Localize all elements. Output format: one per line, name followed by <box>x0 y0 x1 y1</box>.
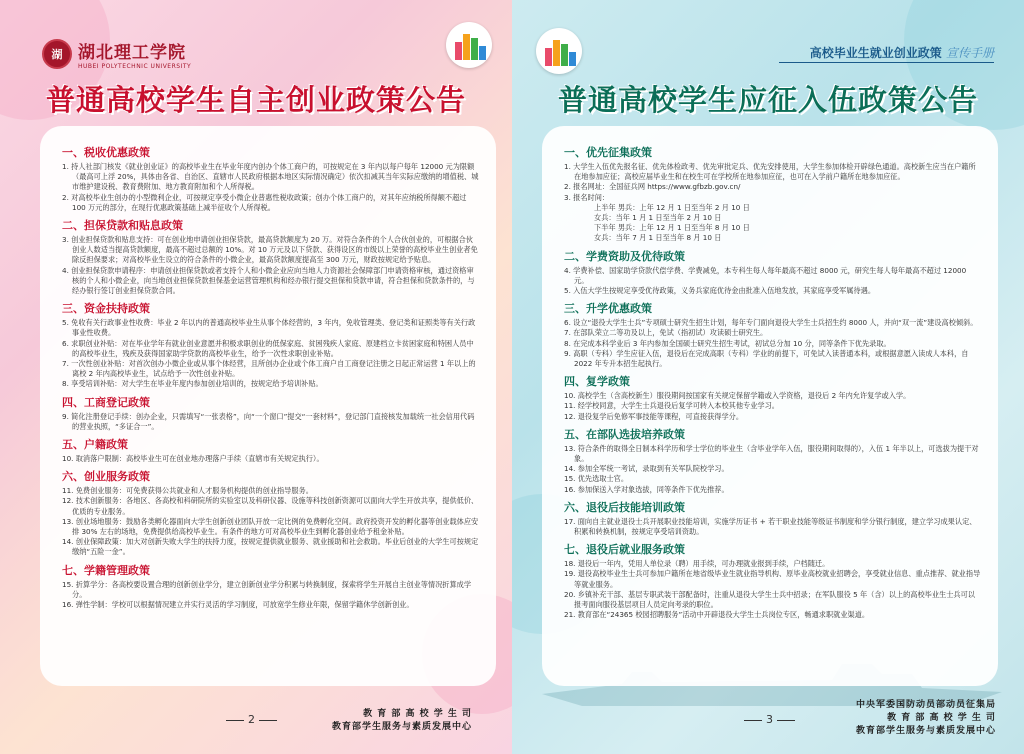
page-number: 2 <box>222 713 281 726</box>
policy-item: 20. 乡镇补充干部、基层专职武装干部配备时，注重从退役大学生士兵中招录；在军队服役 5 年（含）以上的高校毕业生士兵可以报考面向服役基层项目人员定向考录的职位。 <box>564 589 975 610</box>
policy-item: 16. 参加保送入学对象选拔，同等条件下优先推荐。 <box>564 484 729 494</box>
policy-item: 14. 参加全军统一考试，录取到有关军队院校学习。 <box>564 464 729 474</box>
policy-item: 女兵：当年 1 月 1 日至当年 2 月 10 日 <box>594 213 722 223</box>
policy-item: 19. 退役高校毕业生士兵可参加户籍所在地省级毕业生就业指导机构、原毕业高校就业招聘会，享受就业信息、重点推荐、就业指导等就业服务。 <box>564 569 981 589</box>
university-logo <box>42 38 191 70</box>
policy-item: 11. 经学校同意，大学生士兵退役后复学可转入本校其他专业学习。 <box>564 401 779 411</box>
policy-item: 13. 符合条件的取得全日制本科学历和学士学位的毕业生（含毕业学年入伍，服役期间取得的），入伍 1 年半以上，可选拔为提干对象。 <box>564 443 979 464</box>
section-title: 三、资金扶持政策 <box>62 302 150 316</box>
policy-item: 15. 折算学分：各高校要设置合理的创新创业学分，建立创新创业学分积累与转换制度，探索将学生开展自主创业等情况折算成学分。 <box>62 579 472 599</box>
policy-item: 10. 取消落户限制：高校毕业生可在创业地办理落户手续（直辖市有关规定执行）。 <box>62 454 324 464</box>
policy-item: 3. 报名时间： <box>564 192 610 202</box>
series-title: 高校毕业生就业创业政策 <box>809 46 942 60</box>
footer-org-line: 中央军委国防动员部动员征集局 <box>855 700 996 710</box>
university-name: 湖北理工学院 <box>78 43 186 63</box>
section-title: 四、工商登记政策 <box>62 395 150 409</box>
policy-card <box>40 126 496 686</box>
section-title: 一、税收优惠政策 <box>62 146 150 159</box>
university-seal-icon: 湖 <box>42 39 72 69</box>
policy-item: 8. 享受培训补贴：对大学生在毕业年度内参加创业培训的，按规定给予培训补贴。 <box>62 379 323 389</box>
footer-organizations <box>856 699 996 738</box>
series-subtitle: 宣传手册 <box>945 46 994 60</box>
policy-item: 14. 创业保障政策：加大对创新失败大学生的扶持力度，按规定提供就业服务、就业援助和社会救助。毕业后创业的大学生可按规定缴纳“五险一金”。 <box>62 537 479 557</box>
policy-item: 6. 设立“退役大学生士兵”专项硕士研究生招生计划，每年专门面向退役大学生士兵招生约 8000 人，并向“双一流”建设高校倾斜。 <box>564 318 978 328</box>
policy-item: 2. 对高校毕业生创办的小型微利企业，可按规定享受小微企业普惠性税收政策；创办个体工商户的，对其年应纳税所得额不超过 100 万元的部分，在现行优惠政策基础上减半征收个人所得税。 <box>62 192 467 212</box>
section-title: 三、升学优惠政策 <box>564 302 652 316</box>
page-title: 普通高校学生应征入伍政策公告 <box>557 83 978 117</box>
policy-item: 9. 高职（专科）学生应征入伍，退役后在完成高职（专科）学业的前提下，可免试入读普通本科，或根据意愿入读成人本科，自 2022 年专升本招生起执行。 <box>564 348 969 369</box>
policy-item: 17. 面向自主就业退役士兵开展职业技能培训，实施学历证书 + 若干职业技能等级证书制度和学分银行制度，建立学习成果认定、积累和转换机制，按规定享受培训资助。 <box>564 516 977 537</box>
page-title: 普通高校学生自主创业政策公告 <box>45 83 466 117</box>
policy-item: 4. 创业担保贷款申请程序：申请创业担保贷款或者支持个人和小微企业应向当地人力资源社会保障部门申请资格审核，通过资格审核的个人和小微企业，向当地创业担保贷款担保基金运营管理机构和经办银行提交担保和贷款申请，符合担保和贷款条件的，与经办银行签订创业担保贷款合同。 <box>62 265 475 296</box>
policy-item: 15. 优先选取士官。 <box>564 474 629 484</box>
policy-item: 1. 持人社部门核发《就业创业证》的高校毕业生在毕业年度内创办个体工商户的，可按规定在 3 年内以每户每年 12000 元为限额（最高可上浮 20%，具体由各省、自治区、直辖市人民政府根据本地区实际情况确定）依次扣减其当年实际应缴纳的增值税、城市维护建设税、教育费附加、地方教育附加和个人所得税。 <box>62 162 479 192</box>
section-title: 七、学籍管理政策 <box>62 563 150 577</box>
policy-item: 9. 简化注册登记手续：创办企业，只需填写“一张表格”，向“一个窗口”提交“一套材料”，登记部门直接核发加载统一社会信用代码的营业执照，“多证合一”。 <box>62 411 475 431</box>
section-title: 五、户籍政策 <box>62 438 128 452</box>
footer-organizations <box>332 708 472 734</box>
footer-org-line: 教育部学生服务与素质发展中心 <box>331 722 472 732</box>
right-page <box>512 0 1024 754</box>
buildings-logo-icon <box>446 22 492 68</box>
section-title: 五、在部队选拔培养政策 <box>564 427 685 441</box>
policy-item: 4. 学费补偿、国家助学贷款代偿学费、学费减免，本专科生每人每年最高不超过 8000 元，研究生每人每年最高不超过 12000 元。 <box>564 265 967 285</box>
footer-org-line: 教 育 部 高 校 学 生 司 <box>363 709 472 719</box>
section-title: 七、退役后就业服务政策 <box>564 543 685 557</box>
policy-item: 7. 在部队荣立二等功及以上，免试（指初试）攻读硕士研究生。 <box>564 328 768 338</box>
policy-item: 女兵：当年 7 月 1 日至当年 8 月 10 日 <box>594 233 722 243</box>
policy-item: 11. 免费创业服务：可免费获得公共就业和人才服务机构提供的创业指导服务。 <box>62 486 313 496</box>
policy-item: 6. 求职创业补贴：对在毕业学年有就业创业意愿并积极求职创业的低保家庭、贫困残疾人家庭、原建档立卡贫困家庭和特困人员中的高校毕业生，残疾及获得国家助学贷款的高校毕业生，给予一次性求职创业补贴。 <box>62 338 474 358</box>
policy-item: 16. 弹性学制：学校可以根据情况建立并实行灵活的学习制度，可放宽学生修业年限，保留学籍休学创新创业。 <box>62 600 414 610</box>
policy-item: 2. 报名网址：全国征兵网 https://www.gfbzb.gov.cn/ <box>564 182 741 192</box>
university-name-en: HUBEI POLYTECHNIC UNIVERSITY <box>78 63 192 70</box>
footer-org-line: 教 育 部 高 校 学 生 司 <box>887 713 996 723</box>
section-title: 四、复学政策 <box>564 375 630 389</box>
policy-item: 13. 创业场地服务：鼓励各类孵化器面向大学生创新创业团队开放一定比例的免费孵化空间。政府投资开发的孵化器等创业载体应安排 30% 左右的场地，免费提供给高校毕业生。有条件的地方可对高校毕业生到孵化器创业给予租金补贴。 <box>62 516 479 537</box>
policy-item: 1. 大学生入伍优先报名征、优先体检政考、优先审批定兵、优先安排使用，大学生参加体检开辟绿色通道。高校新生应当在户籍所在地参加应征；高校应届毕业生和在校生可在学校所在地参加应征，也可在入学前户籍所在地参加应征。 <box>564 162 976 182</box>
section-title: 一、优先征集政策 <box>564 146 652 159</box>
footer-org-line: 教育部学生服务与素质发展中心 <box>855 726 996 736</box>
policy-item: 10. 高校学生（含高校新生）服役期间按国家有关规定保留学籍或入学资格，退役后 2 年内允许复学或入学。 <box>564 391 911 401</box>
policy-item: 7. 一次性创业补贴：对首次创办小微企业或从事个体经营，且所创办企业或个体工商户自工商登记注册之日起正常运营 1 年以上的离校 2 年内高校毕业生，试点给予一次性创业补贴。 <box>62 359 476 379</box>
policy-item: 下半年 男兵：上年 12 月 1 日至当年 8 月 10 日 <box>594 223 750 233</box>
policy-item: 上半年 男兵：上年 12 月 1 日至当年 2 月 10 日 <box>594 202 750 212</box>
section-title: 二、担保贷款和贴息政策 <box>62 219 183 233</box>
policy-card <box>542 126 998 686</box>
policy-item: 18. 退役后一年内，凭用人单位录（聘）用手续，可办理就业报到手续，户档随迁。 <box>564 559 830 569</box>
policy-item: 5. 免收有关行政事业性收费：毕业 2 年以内的普通高校毕业生从事个体经营的，3 年内，免收管理类、登记类和证照类等有关行政事业性收费。 <box>62 318 476 338</box>
policy-item: 12. 技术创新服务：各地区、各高校和科研院所的实验室以及科研仪器、设施等科技创新资源可以面向大学生开放共享，提供低价、优质的专业服务。 <box>62 496 479 516</box>
policy-item: 5. 入伍大学生按规定享受优待政策，义务兵家庭优待金由批准入伍地发放，其家庭享受军属待遇。 <box>564 286 876 296</box>
page-number: 3 <box>740 713 799 726</box>
series-underline <box>779 62 994 63</box>
buildings-logo-icon <box>536 28 582 74</box>
section-title: 六、创业服务政策 <box>62 470 150 484</box>
policy-item: 21. 教育部在“24365 校园招聘服务”活动中开辟退役大学生士兵岗位专区，畅通求职就业渠道。 <box>564 610 870 620</box>
section-title: 二、学费资助及优待政策 <box>564 249 685 263</box>
policy-item: 3. 创业担保贷款和贴息支持：可在创业地申请创业担保贷款，最高贷款额度为 20 万。对符合条件的个人合伙创业的，可根据合伙创业人数适当提高贷款额度，最高不超过总额的 10%。对 10 万元及以下贷款、获得设区的市级以上荣誉的高校毕业生创业者免除反担保要求；对高校毕业生设立的符合条件的小微企业，最高贷款额度提高至 300 万元，财政按规定给予贴息。 <box>62 235 478 265</box>
policy-item: 12. 退役复学后免修军事技能等课程，可直接获得学分。 <box>564 411 744 421</box>
policy-item: 8. 在完成本科学业后 3 年内参加全国硕士研究生招生考试，初试总分加 10 分，同等条件下优先录取。 <box>564 338 891 348</box>
section-title: 六、退役后技能培训政策 <box>564 500 685 514</box>
series-heading <box>810 44 994 61</box>
